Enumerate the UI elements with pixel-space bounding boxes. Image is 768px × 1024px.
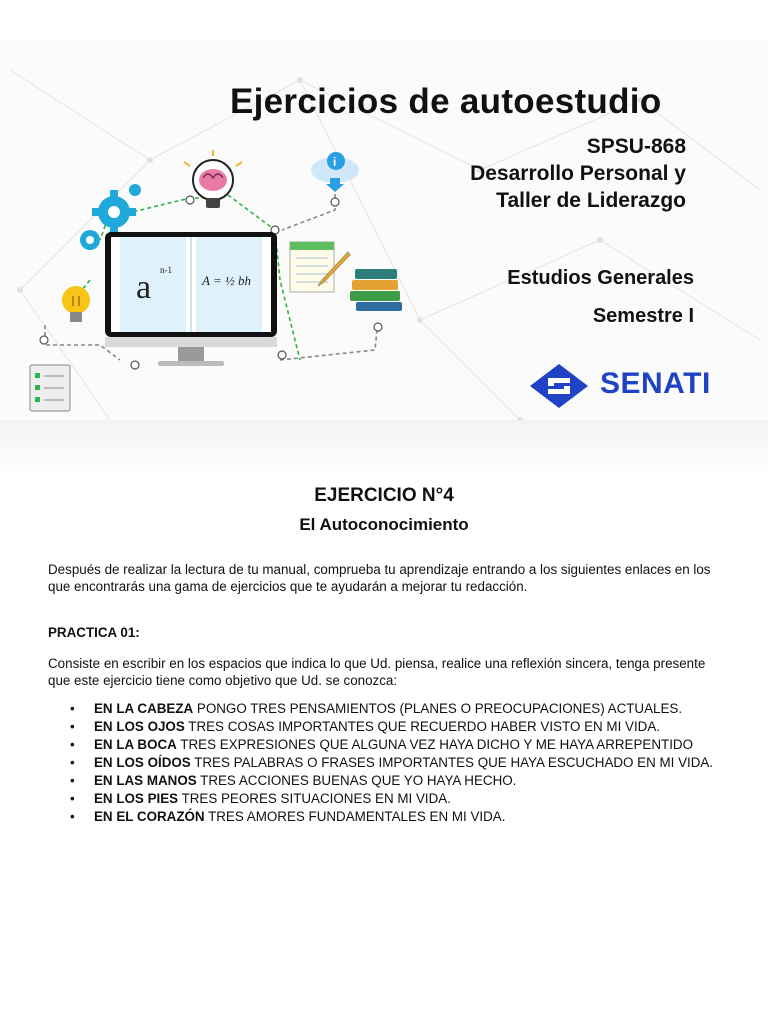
bullet: • — [70, 791, 75, 806]
list-item — [70, 718, 718, 736]
course-name-line2: Taller de Liderazgo — [496, 189, 686, 212]
bullet: • — [70, 755, 75, 770]
item-text: TRES PALABRAS O FRASES IMPORTANTES QUE HAYA ESCUCHADO EN MI VIDA. — [190, 755, 714, 770]
light-bulb-icon — [62, 286, 90, 322]
area-label: Estudios Generales — [507, 267, 694, 289]
item-keyword: EN LAS MANOS — [94, 773, 197, 788]
reflection-list — [70, 700, 718, 826]
list-item — [70, 772, 718, 790]
senati-logo — [528, 362, 738, 410]
bullet: • — [70, 773, 75, 788]
formula-area: A = ½ bh — [202, 273, 251, 288]
exercise-subtitle: El Autoconocimiento — [299, 515, 469, 534]
bullet: • — [70, 809, 75, 824]
bullet: • — [70, 701, 75, 716]
course-name-line1: Desarrollo Personal y — [470, 162, 686, 185]
list-item — [70, 754, 718, 772]
illustration — [0, 140, 420, 420]
brand-name: SENATI — [600, 367, 711, 400]
item-keyword: EN LOS PIES — [94, 791, 179, 806]
item-keyword: EN LOS OÍDOS — [94, 755, 191, 770]
notepad-icon — [290, 242, 350, 292]
item-keyword: EN LA BOCA — [94, 737, 177, 752]
item-text: PONGO TRES PENSAMIENTOS (PLANES O PREOCUPACIONES) ACTUALES. — [193, 701, 683, 716]
exercise-title: EJERCICIO N°4 — [314, 485, 454, 506]
checklist-icon — [30, 365, 70, 411]
formula-a: a — [136, 269, 152, 306]
list-item — [70, 808, 718, 826]
svg-text:i: i — [333, 155, 337, 169]
bullet: • — [70, 737, 75, 752]
intro-paragraph: Después de realizar la lectura de tu manual, comprueba tu aprendizaje entrando a los siguientes enlaces en los que encontrarás una gama de ejercicios que te ayudarán a mejorar tu redacción. — [48, 562, 711, 594]
info-cloud-icon — [311, 152, 359, 192]
practice-label: PRACTICA 01: — [48, 625, 140, 640]
monitor-icon — [105, 232, 277, 366]
item-text: TRES ACCIONES BUENAS QUE YO HAYA HECHO. — [196, 773, 517, 788]
list-item — [70, 736, 718, 754]
course-code: SPSU-868 — [586, 135, 686, 158]
item-keyword: EN LOS OJOS — [94, 719, 185, 734]
item-keyword: EN EL CORAZÓN — [94, 809, 205, 824]
bullet: • — [70, 719, 75, 734]
item-text: TRES COSAS IMPORTANTES QUE RECUERDO HABER VISTO EN MI VIDA. — [184, 719, 660, 734]
list-item — [70, 790, 718, 808]
page-title: Ejercicios de autoestudio — [230, 82, 662, 121]
item-text: TRES EXPRESIONES QUE ALGUNA VEZ HAYA DICHO Y ME HAYA ARREPENTIDO — [176, 737, 694, 752]
course-info — [470, 133, 686, 214]
semester-label: Semestre I — [592, 305, 694, 327]
formula-exponent: n-1 — [160, 265, 172, 275]
item-text: TRES AMORES FUNDAMENTALES EN MI VIDA. — [204, 809, 506, 824]
item-keyword: EN LA CABEZA — [94, 701, 194, 716]
senati-logo-icon — [528, 362, 590, 410]
books-icon — [350, 269, 402, 311]
list-item — [70, 700, 718, 718]
practice-instructions: Consiste en escribir en los espacios que indica lo que Ud. piensa, realice una reflexión sincera, tenga presente que este ejercicio tiene como objetivo que Ud. se conozca: — [48, 656, 706, 688]
item-text: TRES PEORES SITUACIONES EN MI VIDA. — [178, 791, 451, 806]
